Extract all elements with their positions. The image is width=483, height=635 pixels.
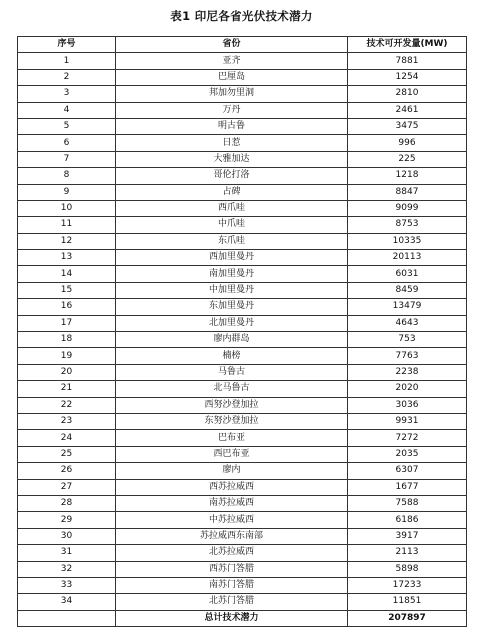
province-cell: 巴厘岛 xyxy=(116,69,348,85)
capacity-cell: 7272 xyxy=(348,430,467,446)
province-cell: 南加里曼丹 xyxy=(116,266,348,282)
capacity-cell: 7588 xyxy=(348,495,467,511)
table-row xyxy=(18,446,467,462)
capacity-cell: 1254 xyxy=(348,69,467,85)
index-cell: 31 xyxy=(18,545,116,561)
table-row xyxy=(18,495,467,511)
capacity-cell: 3917 xyxy=(348,528,467,544)
total-label: 总计技术潜力 xyxy=(116,610,348,626)
capacity-cell: 753 xyxy=(348,332,467,348)
province-cell: 北加里曼丹 xyxy=(116,315,348,331)
table-row xyxy=(18,69,467,85)
province-cell: 哥伦打洛 xyxy=(116,168,348,184)
table-row xyxy=(18,102,467,118)
table-row xyxy=(18,86,467,102)
province-cell: 亚齐 xyxy=(116,53,348,69)
capacity-cell: 2810 xyxy=(348,86,467,102)
index-cell: 32 xyxy=(18,561,116,577)
table-row xyxy=(18,430,467,446)
header-row xyxy=(18,37,467,53)
province-cell: 西苏门答腊 xyxy=(116,561,348,577)
capacity-cell: 996 xyxy=(348,135,467,151)
province-cell: 明古鲁 xyxy=(116,118,348,134)
capacity-cell: 6186 xyxy=(348,512,467,528)
table-row xyxy=(18,561,467,577)
index-cell: 9 xyxy=(18,184,116,200)
index-cell: 27 xyxy=(18,479,116,495)
index-cell: 21 xyxy=(18,381,116,397)
index-cell: 34 xyxy=(18,594,116,610)
table-row xyxy=(18,250,467,266)
province-cell: 廖内群岛 xyxy=(116,332,348,348)
province-cell: 东努沙登加拉 xyxy=(116,413,348,429)
province-cell: 占碑 xyxy=(116,184,348,200)
province-cell: 南苏门答腊 xyxy=(116,577,348,593)
index-cell: 26 xyxy=(18,463,116,479)
province-cell: 巴布亚 xyxy=(116,430,348,446)
index-cell: 1 xyxy=(18,53,116,69)
capacity-cell: 9931 xyxy=(348,413,467,429)
table-row xyxy=(18,266,467,282)
capacity-cell: 6031 xyxy=(348,266,467,282)
capacity-cell: 1218 xyxy=(348,168,467,184)
table-row xyxy=(18,299,467,315)
capacity-cell: 8459 xyxy=(348,282,467,298)
index-cell: 22 xyxy=(18,397,116,413)
capacity-cell: 2020 xyxy=(348,381,467,397)
province-cell: 西巴布亚 xyxy=(116,446,348,462)
total-value: 207897 xyxy=(348,610,467,626)
index-cell: 25 xyxy=(18,446,116,462)
province-cell: 西努沙登加拉 xyxy=(116,397,348,413)
table-row xyxy=(18,118,467,134)
capacity-cell: 10335 xyxy=(348,233,467,249)
index-cell: 6 xyxy=(18,135,116,151)
table-row xyxy=(18,200,467,216)
index-cell: 18 xyxy=(18,332,116,348)
index-cell: 13 xyxy=(18,250,116,266)
header-index: 序号 xyxy=(18,37,116,53)
capacity-cell: 9099 xyxy=(348,200,467,216)
table-row xyxy=(18,594,467,610)
index-cell: 33 xyxy=(18,577,116,593)
capacity-cell: 4643 xyxy=(348,315,467,331)
table-title: 表1 印尼各省光伏技术潜力 xyxy=(170,9,313,23)
capacity-cell: 6307 xyxy=(348,463,467,479)
table-row xyxy=(18,151,467,167)
index-cell: 12 xyxy=(18,233,116,249)
index-cell: 28 xyxy=(18,495,116,511)
province-cell: 西爪哇 xyxy=(116,200,348,216)
capacity-cell: 8847 xyxy=(348,184,467,200)
capacity-cell: 20113 xyxy=(348,250,467,266)
table-row xyxy=(18,528,467,544)
index-cell: 14 xyxy=(18,266,116,282)
table-row xyxy=(18,135,467,151)
header-capacity: 技术可开发量(MW) xyxy=(348,37,467,53)
capacity-cell: 1677 xyxy=(348,479,467,495)
capacity-cell: 7763 xyxy=(348,348,467,364)
province-cell: 苏拉威西东南部 xyxy=(116,528,348,544)
table-row xyxy=(18,577,467,593)
index-cell: 8 xyxy=(18,168,116,184)
table-row xyxy=(18,217,467,233)
province-cell: 中加里曼丹 xyxy=(116,282,348,298)
province-cell: 万丹 xyxy=(116,102,348,118)
index-cell: 30 xyxy=(18,528,116,544)
province-cell: 邦加勿里洞 xyxy=(116,86,348,102)
province-cell: 东爪哇 xyxy=(116,233,348,249)
province-cell: 楠榜 xyxy=(116,348,348,364)
capacity-cell: 11851 xyxy=(348,594,467,610)
table-row xyxy=(18,512,467,528)
capacity-cell: 3475 xyxy=(348,118,467,134)
province-cell: 西苏拉威西 xyxy=(116,479,348,495)
table-row xyxy=(18,348,467,364)
capacity-cell: 3036 xyxy=(348,397,467,413)
index-cell: 19 xyxy=(18,348,116,364)
index-cell: 5 xyxy=(18,118,116,134)
table-body xyxy=(18,53,467,627)
capacity-cell: 13479 xyxy=(348,299,467,315)
index-cell: 7 xyxy=(18,151,116,167)
table-row xyxy=(18,463,467,479)
table-row xyxy=(18,184,467,200)
table-row xyxy=(18,233,467,249)
province-cell: 廖内 xyxy=(116,463,348,479)
capacity-cell: 2113 xyxy=(348,545,467,561)
province-cell: 北马鲁古 xyxy=(116,381,348,397)
index-cell: 2 xyxy=(18,69,116,85)
potential-table xyxy=(17,36,467,627)
table-row xyxy=(18,332,467,348)
index-cell: 10 xyxy=(18,200,116,216)
table-row xyxy=(18,397,467,413)
province-cell: 北苏拉威西 xyxy=(116,545,348,561)
index-cell: 17 xyxy=(18,315,116,331)
table-row xyxy=(18,381,467,397)
province-cell: 日惹 xyxy=(116,135,348,151)
index-cell: 16 xyxy=(18,299,116,315)
province-cell: 大雅加达 xyxy=(116,151,348,167)
index-cell: 3 xyxy=(18,86,116,102)
table-row xyxy=(18,545,467,561)
index-cell: 4 xyxy=(18,102,116,118)
table-row xyxy=(18,282,467,298)
header-province: 省份 xyxy=(116,37,348,53)
capacity-cell: 2461 xyxy=(348,102,467,118)
index-cell: 20 xyxy=(18,364,116,380)
capacity-cell: 8753 xyxy=(348,217,467,233)
table-row xyxy=(18,53,467,69)
province-cell: 西加里曼丹 xyxy=(116,250,348,266)
province-cell: 马鲁古 xyxy=(116,364,348,380)
total-index-cell xyxy=(18,610,116,626)
index-cell: 11 xyxy=(18,217,116,233)
total-row xyxy=(18,610,467,626)
capacity-cell: 17233 xyxy=(348,577,467,593)
table-row xyxy=(18,315,467,331)
table-row xyxy=(18,413,467,429)
capacity-cell: 2238 xyxy=(348,364,467,380)
index-cell: 23 xyxy=(18,413,116,429)
province-cell: 北苏门答腊 xyxy=(116,594,348,610)
capacity-cell: 7881 xyxy=(348,53,467,69)
index-cell: 15 xyxy=(18,282,116,298)
capacity-cell: 2035 xyxy=(348,446,467,462)
index-cell: 29 xyxy=(18,512,116,528)
province-cell: 中爪哇 xyxy=(116,217,348,233)
index-cell: 24 xyxy=(18,430,116,446)
province-cell: 中苏拉威西 xyxy=(116,512,348,528)
table-row xyxy=(18,479,467,495)
province-cell: 南苏拉威西 xyxy=(116,495,348,511)
capacity-cell: 5898 xyxy=(348,561,467,577)
table-row xyxy=(18,168,467,184)
province-cell: 东加里曼丹 xyxy=(116,299,348,315)
table-row xyxy=(18,364,467,380)
capacity-cell: 225 xyxy=(348,151,467,167)
